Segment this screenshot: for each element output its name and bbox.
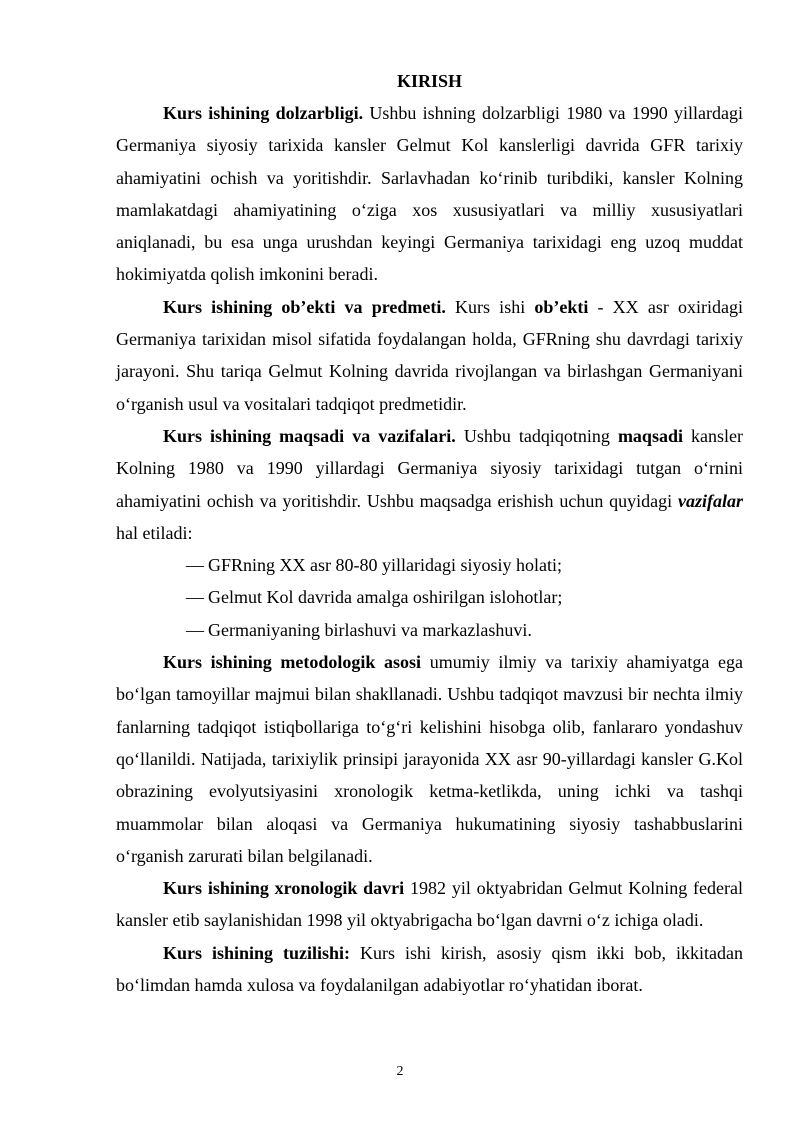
paragraph-methodology	[116, 646, 743, 872]
paragraph-text: Kurs ishi kirish, asosiy qism ikki bob, ikkitadan bo‘limdan hamda xulosa va foydalanilgan adabiyotlar ro‘yhatidan iborat.	[116, 942, 743, 996]
paragraph-text: umumiy ilmiy va tarixiy ahamiyatga ega bo‘lgan tamoyillar majmui bilan shakllanadi. Ushbu tadqiqot mavzusi bir nechta ilmiy fanlarning tadqiqot istiqbollariga to‘g‘ri kelishini hisobga olib, fanlararo yondashuv qo‘llanildi. Natijada, tarixiylik prinsipi jarayonida XX asr 90-yillardagi kansler G.Kol obrazining evolyutsiyasini xronologik ketma-ketlikda, uning ichki va tashqi muammolar bilan aloqasi va Germaniya hukumatining siyosiy tashabbuslarini o‘rganish zarurati bilan belgilanadi.	[116, 652, 744, 866]
list-item-text: Germaniyaning birlashuvi va markazlashuvi.	[208, 619, 532, 640]
paragraph-lead: Kurs ishining maqsadi va vazifalari.	[163, 425, 456, 446]
paragraph-lead: Kurs ishining dolzarbligi.	[163, 103, 364, 123]
paragraph-aims-tasks	[116, 420, 743, 549]
paragraph-structure	[116, 937, 743, 1002]
paragraph-text: 1982 yil oktyabridan Gelmut Kolning federal kansler etib saylanishidan 1998 yil oktyabrigacha bo‘lgan davrni o‘z ichiga oladi.	[116, 878, 743, 931]
list-item-text: GFRning XX asr 80-80 yillaridagi siyosiy holati;	[208, 555, 562, 576]
list-item	[186, 581, 743, 613]
paragraph-lead: Kurs ishining metodologik asosi	[163, 652, 422, 673]
list-item-text: Gelmut Kol davrida amalga oshirilgan islohotlar;	[208, 587, 563, 608]
paragraph-object-subject	[116, 291, 743, 420]
list-item	[186, 549, 743, 581]
page-title: KIRISH	[396, 71, 463, 91]
page-number: 2	[396, 1064, 404, 1079]
term-object: ob’ekti	[534, 296, 589, 317]
paragraph-text: Ushbu ishning dolzarbligi 1980 va 1990 yillardagi Germaniya siyosiy tarixida kansler Gelmut Kol kanslerligi davrida GFR tarixiy ahamiyatini ochish va yoritishdir. Sarlavhadan ko‘rinib turibdiki, kansler Kolning mamlakatdagi ahamiyatining o‘ziga xos xususiyatlari va milliy xususiyatlari aniqlanadi, bu esa unga urushdan keyingi Germaniya tarixidagi eng uzoq muddat hokimiyatda qolish imkonini beradi.	[116, 103, 743, 285]
paragraph-text: hal etiladi:	[116, 522, 193, 543]
dash-bullet: —	[186, 555, 204, 576]
term-tasks: vazifalar	[678, 490, 743, 511]
dash-bullet: —	[186, 619, 204, 640]
paragraph-text: - XX asr oxiridagi Germaniya tarixidan misol sifatida foydalangan holda, GFRning shu davrdagi tarixiy jarayoni. Shu tariqa Gelmut Kolning davrida rivojlangan va birlashgan Germaniyani o‘rganish usul va vositalari tadqiqot predmetidir.	[116, 296, 743, 414]
paragraph-lead: Kurs ishining ob’ekti va predmeti.	[163, 296, 446, 317]
dash-bullet: —	[186, 587, 204, 608]
paragraph-chronology	[116, 872, 743, 937]
paragraph-lead: Kurs ishining tuzilishi:	[163, 942, 351, 963]
paragraph-lead: Kurs ishining xronologik davri	[163, 878, 405, 899]
term-aim: maqsadi	[617, 425, 683, 446]
task-list	[116, 549, 743, 646]
paragraph-text: kansler Kolning 1980 va 1990 yillardagi Germaniya siyosiy tarixidagi tutgan o‘rnini ahamiyatini ochish va yoritishdir. Ushbu maqsadga erishish uchun quyidagi	[116, 425, 744, 511]
list-item	[186, 614, 743, 646]
paragraph-relevance	[116, 97, 743, 291]
paragraph-text: Kurs ishi	[445, 296, 535, 317]
paragraph-text: Ushbu tadqiqotning	[455, 425, 618, 446]
